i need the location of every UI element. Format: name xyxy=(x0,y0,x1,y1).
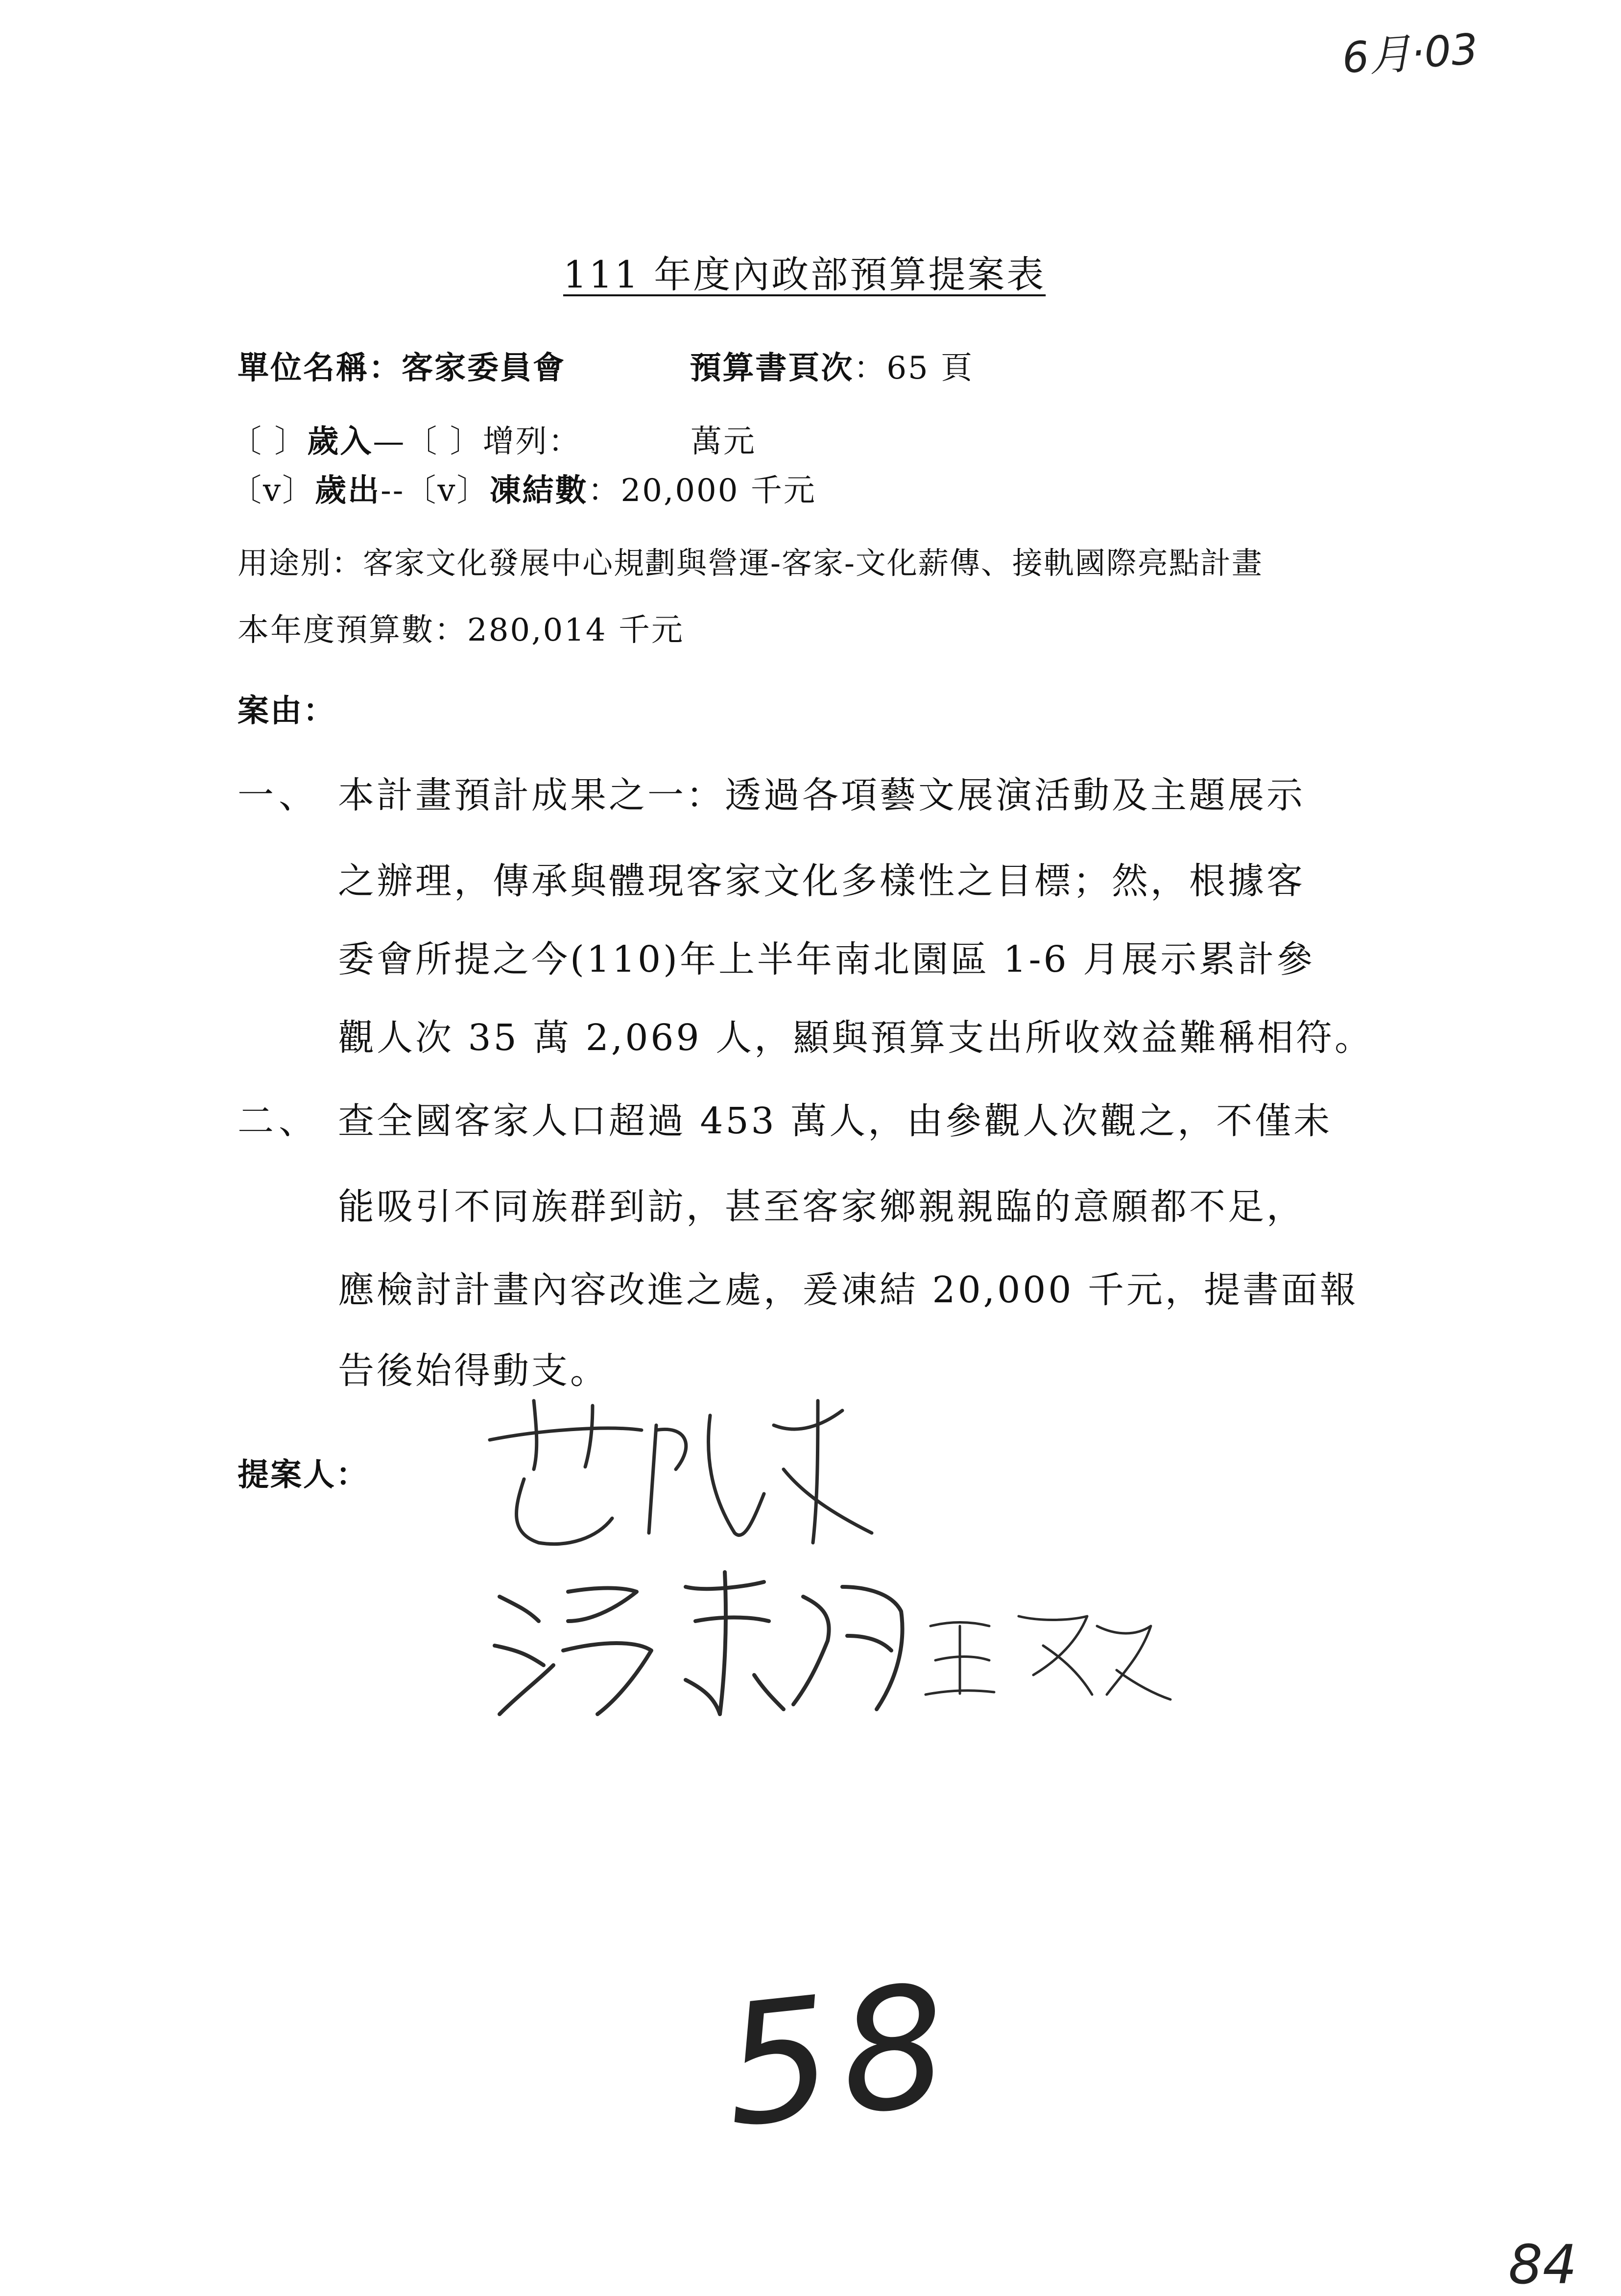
proposer-label: 提案人： xyxy=(238,1457,369,1493)
expense-checkbox: 〔v〕 xyxy=(230,473,315,509)
item-line: 應檢討計畫內容改進之處，爰凍結 20,000 千元，提書面報 xyxy=(338,1269,1359,1311)
revenue-increase-label: 增列： xyxy=(482,424,581,460)
revenue-line xyxy=(230,416,756,461)
item-line: 本計畫預計成果之一：透過各項藝文展演活動及主題展示 xyxy=(338,774,1305,816)
revenue-dash: — xyxy=(373,424,406,460)
budget-line: 本年度預算數：280,014 千元 xyxy=(238,612,684,648)
freeze-checkbox: 〔v〕 xyxy=(405,473,490,509)
page-label: 預算書頁次 xyxy=(690,350,854,386)
signature-3 xyxy=(921,1606,1175,1709)
item-line: 觀人次 35 萬 2,069 人，顯與預算支出所收效益難稱相符。 xyxy=(338,1017,1374,1059)
revenue-label: 歲入 xyxy=(307,423,373,460)
signature-2 xyxy=(490,1567,921,1724)
expense-line xyxy=(230,465,816,510)
usage-line: 用途別：客家文化發展中心規劃與營運-客家-文化薪傳、接軌國際亮點計畫 xyxy=(238,545,1263,581)
freeze-amount: ：20,000 千元 xyxy=(588,473,816,509)
revenue-checkbox: 〔 〕 xyxy=(230,424,308,460)
expense-label: 歲出 xyxy=(315,472,381,509)
unit-value: 客家委員會 xyxy=(402,350,566,386)
page-value: ：65 頁 xyxy=(854,350,974,386)
reason-heading: 案由： xyxy=(238,693,336,729)
freeze-label: 凍結數 xyxy=(489,472,588,509)
unit-label: 單位名稱： xyxy=(238,350,402,386)
revenue-increase-checkbox: 〔 〕 xyxy=(405,424,483,460)
item-marker: 一、 xyxy=(238,774,320,816)
handwritten-date-note: 6月·03 xyxy=(1340,24,1480,83)
item-line: 告後始得動支。 xyxy=(338,1350,609,1392)
signature-1 xyxy=(480,1396,901,1553)
item-line: 之辦理，傳承與體現客家文化多樣性之目標；然，根據客 xyxy=(338,860,1305,902)
item-marker: 二、 xyxy=(238,1100,320,1142)
item-line: 委會所提之今(110)年上半年南北園區 1-6 月展示累計參 xyxy=(338,938,1315,981)
form-title: 111 年度內政部預算提案表 xyxy=(563,253,1046,296)
handwritten-page-number: 58 xyxy=(715,1947,966,2165)
item-line: 查全國客家人口超過 453 萬人，由參觀人次觀之，不僅未 xyxy=(338,1100,1333,1142)
expense-dash: -- xyxy=(381,473,405,509)
revenue-amount-unit: 萬元 xyxy=(691,424,757,460)
handwritten-corner-number: 84 xyxy=(1508,2233,1577,2296)
header-row xyxy=(238,343,974,388)
item-line: 能吸引不同族群到訪，甚至客家鄉親親臨的意願都不足， xyxy=(338,1186,1305,1228)
